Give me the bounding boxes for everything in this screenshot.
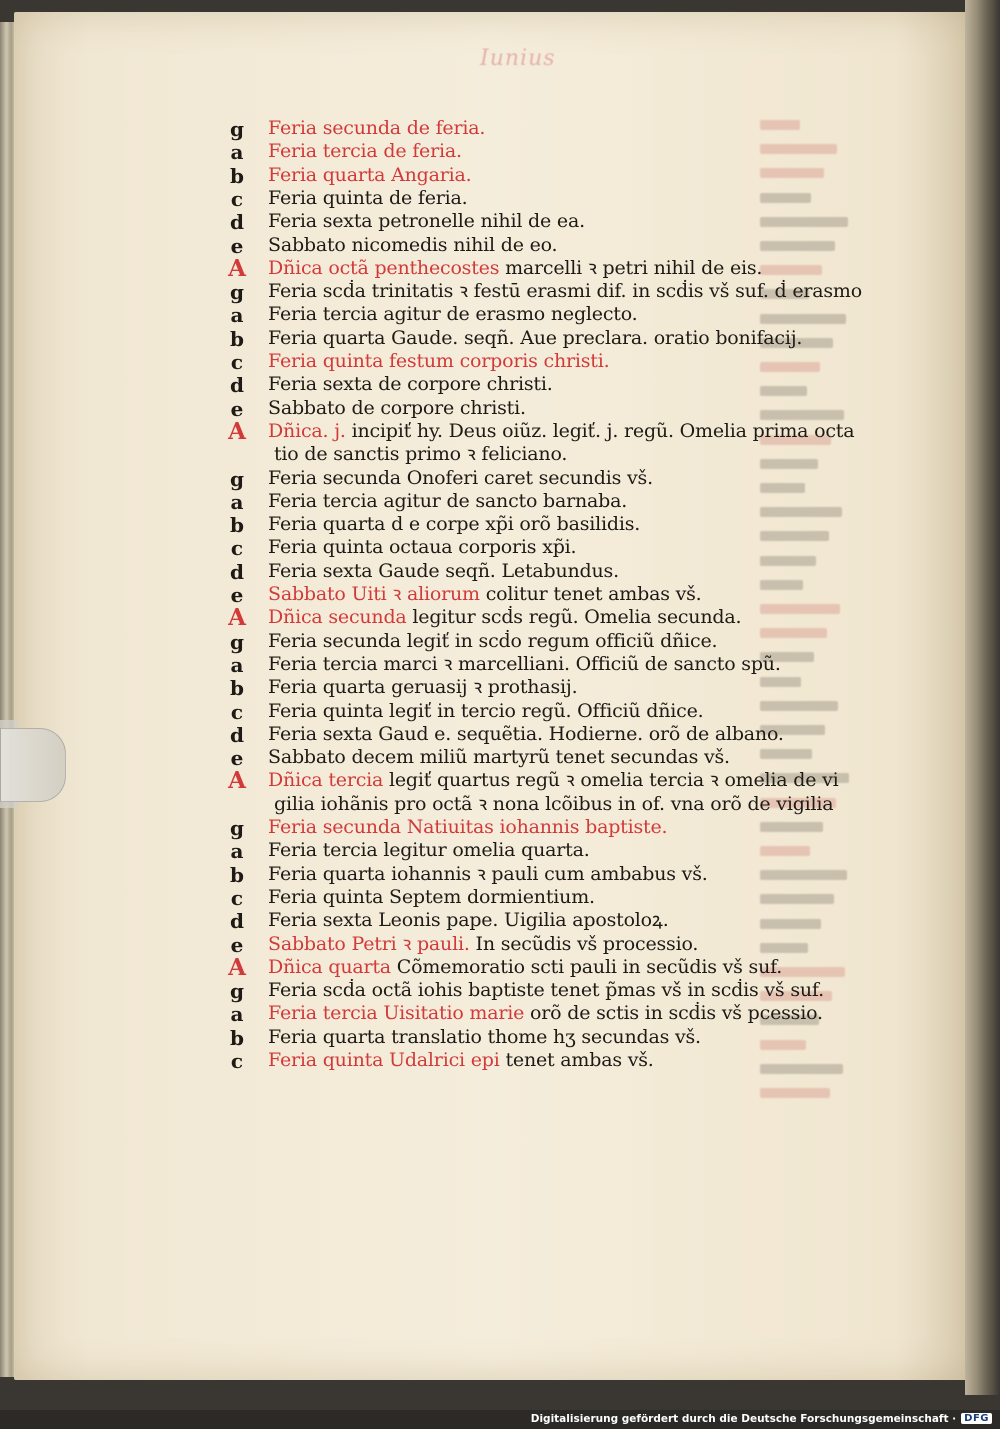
entry-text: Feria sexta Gaud e. sequẽtia. Hodierne. orõ de albano. — [268, 722, 784, 745]
entry-text: Feria sexta petronelle nihil de ea. — [268, 210, 585, 233]
ghost-line — [760, 580, 803, 590]
ghost-line — [760, 822, 823, 832]
ferial-letter: a — [230, 1002, 244, 1027]
ghost-line — [760, 628, 827, 638]
entry-text: Sabbato nicomedis nihil de eo. — [268, 233, 558, 256]
calendar-entry — [268, 746, 730, 769]
ghost-line — [760, 894, 834, 904]
ghost-line — [760, 459, 818, 469]
calendar-entry — [268, 513, 640, 536]
ferial-letter: e — [230, 583, 244, 607]
ferial-letter: c — [230, 536, 244, 561]
ferial-letter: e — [230, 932, 244, 957]
running-head: Iunius — [480, 46, 556, 71]
ghost-line — [760, 410, 844, 420]
ferial-letter: a — [230, 489, 244, 514]
dominical-letter: A — [228, 254, 246, 282]
calendar-entry — [268, 327, 802, 350]
rubric-text: Feria quinta Udalrici epi — [268, 1049, 500, 1071]
ferial-letter: g — [230, 117, 244, 141]
book-right-edge — [965, 0, 1000, 1395]
entry-text: Feria quinta Septem dormientium. — [268, 885, 595, 908]
entry-text: Feria tercia agitur de sancto barnaba. — [268, 489, 628, 512]
entry-text: orõ de sctis in scḋis vš pcessio. — [524, 1002, 823, 1025]
entry-text: Feria sexta Gaude seqñ. Letabundus. — [268, 559, 619, 582]
ghost-line — [760, 120, 800, 130]
ferial-letter: g — [230, 979, 244, 1004]
entry-text: tenet ambas vš. — [499, 1049, 654, 1071]
rubric-text: Dñica octã penthecostes — [268, 256, 500, 279]
rubric-text: Feria quarta Angaria. — [268, 163, 472, 186]
ghost-line — [760, 265, 822, 275]
rubric-text: Sabbato Petri ꝛ pauli. — [268, 932, 470, 955]
page-clip — [0, 728, 66, 802]
rubric-text: Sabbato Uiti ꝛ aliorum — [268, 583, 480, 605]
ghost-line — [760, 144, 837, 154]
entry-text: legitur scḋs regũ. Omelia secunda. — [406, 606, 742, 629]
entry-text: tio de sanctis primo ꝛ feliciano. — [274, 443, 568, 466]
calendar-entry — [268, 373, 553, 396]
calendar-entry — [268, 490, 627, 513]
ferial-letter: b — [230, 676, 244, 701]
ghost-line — [760, 749, 812, 759]
ferial-letter: a — [230, 303, 244, 328]
ferial-letter: e — [230, 746, 244, 771]
dominical-letter: A — [228, 417, 246, 445]
entry-text: Feria quarta d e corpe xp̃i orõ basilidis. — [268, 513, 641, 536]
ferial-letter: b — [230, 163, 244, 188]
ferial-letter: g — [230, 629, 244, 654]
ghost-line — [760, 677, 801, 687]
ferial-letter: c — [230, 699, 244, 724]
calendar-entry — [268, 676, 577, 699]
calendar-entry — [268, 164, 472, 187]
ferial-letter: d — [230, 210, 244, 235]
calendar-entry — [268, 583, 702, 606]
calendar-entry — [268, 723, 784, 746]
calendar-entry — [268, 140, 462, 163]
calendar-entry — [268, 560, 619, 583]
entry-text: Feria tercia legitur omelia quarta. — [268, 839, 590, 862]
entry-text: Feria tercia agitur de erasmo neglecto. — [268, 303, 638, 326]
rubric-text: Feria tercia de feria. — [268, 140, 462, 163]
calendar-entry — [268, 606, 741, 629]
calendar-entry — [268, 280, 862, 303]
entry-text: Cõmemoratio scti pauli in secũdis vš suf. — [390, 955, 783, 978]
calendar-entry — [268, 210, 585, 233]
calendar-entry — [268, 863, 708, 886]
rubric-text: Feria tercia Uisitatio marie — [268, 1002, 525, 1025]
rubric-text: Feria secunda Natiuitas iohannis baptiste. — [268, 816, 668, 838]
ghost-line — [760, 604, 840, 614]
ghost-line — [760, 241, 835, 251]
entry-text: Feria secunda Onoferi caret secundis vš. — [268, 466, 653, 489]
ghost-line — [760, 314, 846, 324]
calendar-entry — [268, 909, 669, 932]
calendar-entry — [268, 1002, 823, 1025]
rubric-text: Dñica quarta — [268, 955, 391, 978]
entry-text: Feria quinta de feria. — [268, 186, 468, 209]
ghost-line — [760, 1064, 843, 1074]
calendar-entry — [274, 793, 833, 816]
ghost-line — [760, 1040, 806, 1050]
entry-text: Feria quarta translatio thome hʒ secundas vš. — [268, 1025, 701, 1048]
rubric-text: Feria secunda de feria. — [268, 117, 486, 139]
calendar-entry — [268, 1026, 701, 1049]
footer-text: Digitalisierung gefördert durch die Deutsche Forschungsgemeinschaft · — [530, 1412, 957, 1425]
ferial-letter: e — [230, 396, 244, 421]
ferial-letter: e — [230, 233, 244, 258]
ferial-letter: g — [230, 280, 244, 305]
rubric-text: Feria quinta festum corporis christi. — [268, 350, 610, 372]
calendar-entry — [268, 1049, 654, 1072]
ferial-letter: d — [230, 722, 244, 747]
ferial-letter: b — [230, 862, 244, 887]
dfg-logo: DFG — [961, 1413, 992, 1424]
entry-text: legiť quartus regũ ꝛ omelia tercia ꝛ omelia de vi — [383, 769, 839, 792]
ghost-line — [760, 386, 807, 396]
calendar-entry — [268, 536, 576, 559]
calendar-entry — [268, 234, 557, 257]
ghost-line — [760, 531, 829, 541]
calendar-entry — [268, 467, 653, 490]
calendar-entry — [268, 303, 637, 326]
entry-text: Feria sexta Leonis pape. Uigilia apostoloꝝ. — [268, 909, 669, 932]
ferial-letter: d — [230, 373, 244, 398]
dominical-letter: A — [228, 953, 246, 981]
entry-text: incipiť hy. Deus oiũz. legiť. j. regũ. Omelia prima octa — [345, 419, 855, 442]
calendar-entry — [268, 630, 717, 653]
footer-credit — [531, 1408, 992, 1429]
rubric-text: Dñica. j. — [268, 419, 346, 442]
entry-text: Feria quarta geruasij ꝛ prothasij. — [268, 676, 578, 699]
entry-text: Feria quinta legiť in tercio regũ. Officiũ dñice. — [268, 699, 704, 722]
calendar-entry — [268, 956, 782, 979]
calendar-entry — [268, 397, 526, 420]
entry-text: Feria sexta de corpore christi. — [268, 373, 553, 396]
ferial-letter: c — [230, 1049, 244, 1073]
ferial-letter: c — [230, 350, 244, 374]
ghost-line — [760, 483, 805, 493]
calendar-entry — [268, 933, 698, 956]
ghost-line — [760, 919, 821, 929]
ghost-line — [760, 362, 820, 372]
ghost-line — [760, 943, 808, 953]
ghost-line — [760, 193, 811, 203]
entry-text: Feria quinta octaua corporis xp̃i. — [268, 536, 577, 559]
ferial-letter: b — [230, 513, 244, 538]
ghost-line — [760, 507, 842, 517]
calendar-entry — [268, 769, 839, 792]
entry-text: Sabbato de corpore christi. — [268, 396, 526, 419]
ghost-line — [760, 701, 838, 711]
rubric-text: Dñica tercia — [268, 769, 384, 792]
entry-text: In secũdis vš processio. — [469, 932, 699, 955]
calendar-entry — [268, 816, 667, 839]
ferial-letter: b — [230, 326, 244, 351]
dominical-letter: A — [228, 767, 246, 795]
ghost-line — [760, 556, 816, 566]
ferial-letter: g — [230, 816, 244, 840]
calendar-entry — [268, 653, 781, 676]
calendar-entry — [268, 350, 609, 373]
ferial-letter: a — [230, 652, 244, 677]
calendar-entry — [268, 839, 590, 862]
ghost-line — [760, 1088, 830, 1098]
ferial-letter: g — [230, 466, 244, 491]
entry-text: marcelli ꝛ petri nihil de eis. — [499, 256, 763, 279]
entry-text: Feria quarta iohannis ꝛ pauli cum ambabus vš. — [268, 862, 708, 885]
ferial-letter: d — [230, 909, 244, 934]
entry-text: Feria tercia marci ꝛ marcelliani. Officiũ de sancto spũ. — [268, 652, 781, 675]
calendar-entry — [268, 420, 854, 443]
rubric-text: Dñica secunda — [268, 606, 407, 629]
entry-text: Feria quarta Gaude. seqñ. Aue preclara. oratio bonifacij. — [268, 326, 803, 349]
entry-text: Sabbato decem miliũ martyrũ tenet secundas vš. — [268, 746, 730, 769]
entry-text: Feria scḋa octã iohis baptiste tenet p̃mas vš in scḋis vš suf. — [268, 979, 824, 1002]
calendar-entry — [268, 187, 467, 210]
calendar-entry — [268, 257, 762, 280]
ferial-letter: c — [230, 186, 244, 211]
entry-text: gilia iohãnis pro octã ꝛ nona lcõibus in of. vna orõ de vigilia — [274, 792, 834, 815]
ferial-letter: a — [230, 140, 244, 165]
ghost-line — [760, 870, 847, 880]
entry-text: colitur tenet ambas vš. — [479, 583, 702, 605]
calendar-entry — [268, 700, 704, 723]
ghost-line — [760, 846, 810, 856]
dominical-letter: A — [228, 604, 246, 632]
calendar-entry — [274, 443, 567, 466]
ferial-letter: d — [230, 559, 244, 584]
calendar-entry — [268, 117, 485, 140]
calendar-entry — [268, 979, 824, 1002]
ghost-line — [760, 217, 848, 227]
ferial-letter: b — [230, 1025, 244, 1050]
calendar-entry — [268, 886, 595, 909]
entry-text: Feria scḋa trinitatis ꝛ festū erasmi dif. in scḋis vš suf. ḋ erasmo — [268, 280, 862, 303]
ferial-letter: c — [230, 885, 244, 910]
ghost-line — [760, 168, 824, 178]
entry-text: Feria secunda legiť in scḋo regum officiũ dñice. — [268, 629, 718, 652]
ferial-letter: a — [230, 839, 244, 864]
